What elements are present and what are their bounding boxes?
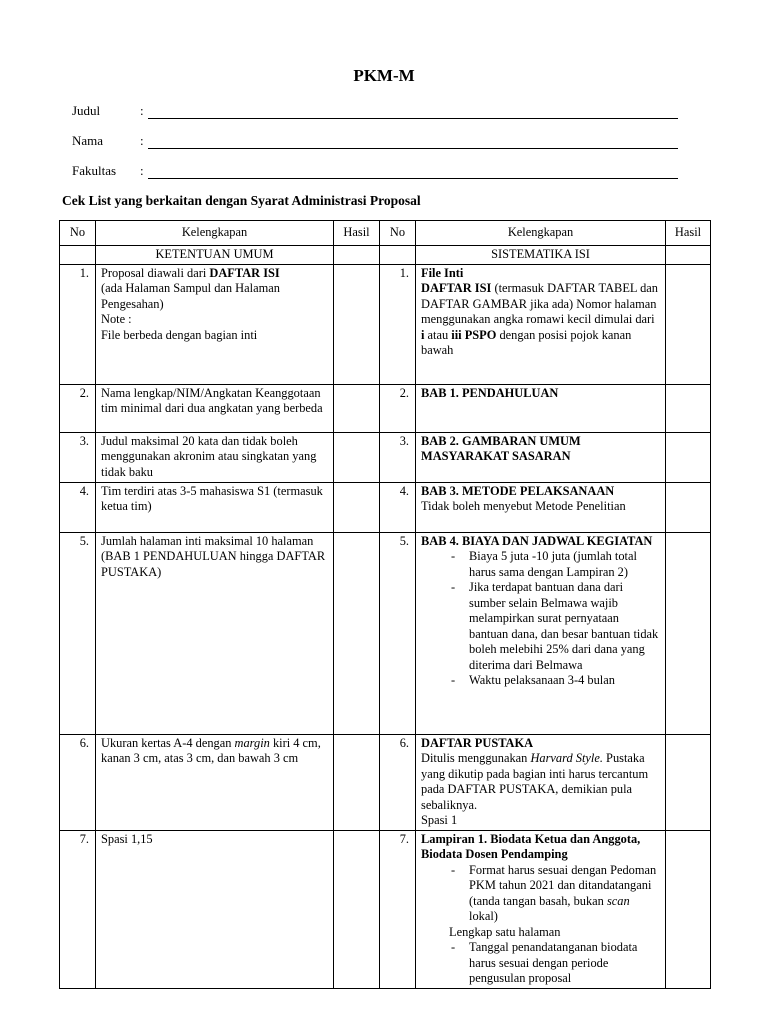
row-requirement — [416, 830, 666, 988]
row6-right-b: Harvard Style. — [530, 751, 603, 765]
hasil-cell[interactable] — [334, 482, 380, 532]
row4-right-text: Tidak boleh menyebut Metode Penelitian — [421, 499, 626, 513]
row-number: 4. — [380, 482, 416, 532]
nama-colon: : — [140, 133, 144, 148]
hasil-cell[interactable] — [334, 532, 380, 734]
row7-right-text: Lengkap satu halaman — [449, 924, 561, 939]
row-number: 3. — [380, 432, 416, 482]
judul-colon: : — [140, 103, 144, 118]
row-requirement — [416, 384, 666, 432]
section-row — [60, 246, 711, 265]
hasil-cell[interactable] — [666, 830, 711, 988]
list-item — [421, 863, 660, 925]
table-row — [60, 532, 711, 734]
row2-right-title: BAB 1. PENDAHULUAN — [421, 385, 559, 400]
row7-item1-b: scan — [606, 893, 630, 908]
row6-left-a: Ukuran kertas A-4 dengan — [101, 735, 235, 750]
row5-right-list — [421, 549, 660, 689]
row-requirement — [416, 432, 666, 482]
row6-right-d: Spasi 1 — [421, 813, 458, 827]
row-requirement — [416, 264, 666, 384]
row1-right-f: iii PSPO — [451, 327, 497, 342]
checklist-subtitle: Cek List yang berkaitan dengan Syarat Administrasi Proposal — [62, 193, 421, 208]
row-number: 2. — [380, 384, 416, 432]
table-row — [60, 482, 711, 532]
list-item: - Tanggal penandatanganan biodata harus sesuai dengan periode pengusulan proposal — [421, 940, 660, 987]
header-hasil-right: Hasil — [666, 221, 711, 246]
hasil-cell[interactable] — [666, 264, 711, 384]
row-number: 5. — [60, 532, 96, 734]
nama-label: Nama — [72, 133, 104, 148]
row-number: 7. — [60, 830, 96, 988]
page-title: PKM-M — [353, 66, 415, 85]
row1-left-a: Proposal diawali dari — [101, 265, 210, 280]
hasil-cell[interactable] — [334, 384, 380, 432]
row7-right-title: Lampiran 1. Biodata Ketua dan Anggota, Biodata Dosen Pendamping — [421, 831, 641, 861]
hasil-cell[interactable] — [666, 432, 711, 482]
hasil-cell[interactable] — [666, 734, 711, 830]
row6-left-c: kiri 4 cm, kanan 3 cm, atas 3 cm, dan bawah 3 cm — [101, 735, 321, 765]
row-requirement — [416, 532, 666, 734]
table-row — [60, 432, 711, 482]
table-row — [60, 384, 711, 432]
header-kelengkapan-left: Kelengkapan — [96, 221, 334, 246]
row-requirement: Tim terdiri atas 3-5 mahasiswa S1 (termasuk ketua tim) — [96, 482, 334, 532]
row-number: 5. — [380, 532, 416, 734]
row1-left-e: File berbeda dengan bagian inti — [101, 327, 258, 342]
row-number: 6. — [380, 734, 416, 830]
row-number: 1. — [60, 264, 96, 384]
row1-left-b: DAFTAR ISI — [209, 265, 280, 280]
row-number: 2. — [60, 384, 96, 432]
row-requirement: Nama lengkap/NIM/Angkatan Keanggotaan tim minimal dari dua angkatan yang berbeda — [96, 384, 334, 432]
list-item: - Jika terdapat bantuan dana dari sumber selain Belmawa wajib melampirkan surat pernyataan bantuan dana, dan besar bantuan tidak boleh melebihi 25% dari dana yang diterima dari Belmawa — [421, 580, 660, 673]
row1-right-b: DAFTAR ISI — [421, 281, 492, 295]
table-row — [60, 734, 711, 830]
hasil-cell[interactable] — [334, 432, 380, 482]
row1-left-c: (ada Halaman Sampul dan Halaman Pengesahan) — [101, 281, 280, 311]
section-ketentuan-umum: KETENTUAN UMUM — [96, 246, 334, 265]
row1-right-c: (termasuk DAFTAR TABEL dan DAFTAR GAMBAR jika ada) Nomor halaman menggunakan angka romawi kecil dimulai dari — [421, 281, 658, 326]
table-row — [60, 264, 711, 384]
hasil-cell[interactable] — [334, 734, 380, 830]
row7-item1-c: lokal) — [469, 909, 498, 923]
row-requirement — [96, 734, 334, 830]
row-requirement: Judul maksimal 20 kata dan tidak boleh menggunakan akronim atau singkatan yang tidak baku — [96, 432, 334, 482]
row1-right-d: i — [421, 327, 425, 342]
row6-left-b: margin — [234, 735, 270, 750]
header-kelengkapan-right: Kelengkapan — [416, 221, 666, 246]
hasil-cell[interactable] — [666, 384, 711, 432]
list-item: - Waktu pelaksanaan 3-4 bulan — [421, 673, 660, 689]
row1-left-note: Note : — [101, 312, 132, 326]
row6-right-a: Ditulis menggunakan — [421, 751, 531, 765]
fakultas-label: Fakultas — [72, 163, 117, 178]
nama-line — [148, 148, 678, 149]
row-number: 4. — [60, 482, 96, 532]
row1-right-g: dengan posisi pojok kanan bawah — [421, 327, 632, 357]
row1-right-a: File Inti — [421, 265, 464, 280]
hasil-cell[interactable] — [334, 830, 380, 988]
judul-line — [148, 118, 678, 119]
row4-right-title: BAB 3. METODE PELAKSANAAN — [421, 483, 615, 498]
header-row — [60, 221, 711, 246]
list-item: - Biaya 5 juta -10 juta (jumlah total harus sama dengan Lampiran 2) — [421, 549, 660, 580]
row-number: 7. — [380, 830, 416, 988]
section-sistematika-isi: SISTEMATIKA ISI — [416, 246, 666, 265]
hasil-cell[interactable] — [334, 264, 380, 384]
row1-right-e: atau — [424, 327, 452, 342]
hasil-cell[interactable] — [666, 482, 711, 532]
row7-item1-a: Format harus sesuai dengan Pedoman PKM tahun 2021 dan ditandatangani (tanda tangan basah, bukan — [469, 862, 657, 908]
row-requirement — [416, 482, 666, 532]
row6-right-title: DAFTAR PUSTAKA — [421, 735, 534, 750]
row-number: 6. — [60, 734, 96, 830]
row-number: 1. — [380, 264, 416, 384]
fakultas-colon: : — [140, 163, 144, 178]
hasil-cell[interactable] — [666, 532, 711, 734]
header-hasil-left: Hasil — [334, 221, 380, 246]
row-number: 3. — [60, 432, 96, 482]
row-requirement — [416, 734, 666, 830]
row7-right-list-2 — [421, 940, 660, 987]
fakultas-line — [148, 178, 678, 179]
header-no-right: No — [380, 221, 416, 246]
checklist-table — [59, 220, 711, 989]
row5-right-title: BAB 4. BIAYA DAN JADWAL KEGIATAN — [421, 533, 653, 548]
judul-label: Judul — [72, 103, 101, 118]
row6-right-c: Pustaka yang dikutip pada bagian inti harus tercantum pada DAFTAR PUSTAKA, demikian pula sebaliknya. — [421, 751, 649, 812]
row7-right-list-1 — [421, 863, 660, 925]
header-no-left: No — [60, 221, 96, 246]
table-row — [60, 830, 711, 988]
row-requirement: Spasi 1,15 — [96, 830, 334, 988]
row-requirement — [96, 264, 334, 384]
row3-right-title: BAB 2. GAMBARAN UMUM MASYARAKAT SASARAN — [421, 433, 581, 463]
row-requirement: Jumlah halaman inti maksimal 10 halaman (BAB 1 PENDAHULUAN hingga DAFTAR PUSTAKA) — [96, 532, 334, 734]
